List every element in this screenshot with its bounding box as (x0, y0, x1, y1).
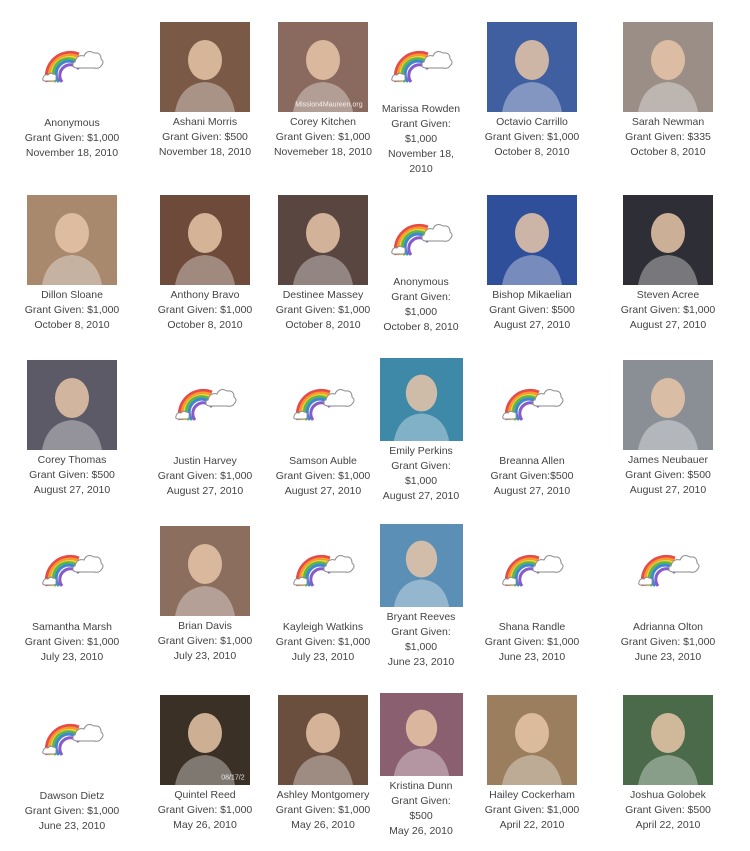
recipient-card (609, 546, 727, 665)
recipient-name: Corey Kitchen (290, 116, 356, 128)
grant-date: May 26, 2010 (389, 825, 453, 837)
grant-date: August 27, 2010 (493, 485, 571, 497)
grant-date: April 22, 2010 (499, 819, 565, 831)
grant-date: November 18, 2010 (25, 147, 119, 159)
recipient-photo (380, 524, 463, 607)
grant-amount: Grant Given: $1,000 (484, 636, 580, 648)
grant-amount: Grant Given: $500 (162, 131, 248, 143)
rainbow-cloud-icon (39, 42, 105, 86)
recipient-card (473, 380, 591, 499)
recipient-card (13, 42, 131, 161)
rainbow-cloud-icon (290, 380, 356, 424)
grant-amount: Grant Given: (391, 291, 451, 303)
rainbow-cloud-icon (39, 546, 105, 590)
recipient-photo (160, 695, 250, 785)
recipient-name: Quintel Reed (174, 789, 236, 801)
grant-amount: Grant Given: (391, 460, 451, 472)
grant-amount: Grant Given: (391, 795, 451, 807)
grant-date: October 8, 2010 (494, 146, 570, 158)
recipient-photo (623, 195, 713, 285)
grant-date: October 8, 2010 (285, 319, 361, 331)
grant-amount: $1,000 (404, 133, 438, 145)
recipient-card (473, 195, 591, 333)
recipient-name: Marissa Rowden (381, 103, 461, 115)
grant-amount: Grant Given: $1,000 (157, 804, 253, 816)
grant-date: August 27, 2010 (629, 484, 707, 496)
recipient-photo (160, 526, 250, 616)
recipient-name: Adrianna Olton (632, 621, 704, 633)
rainbow-cloud-icon (290, 546, 356, 590)
grant-amount: Grant Given: $1,000 (24, 636, 120, 648)
grant-amount: Grant Given: (391, 118, 451, 130)
grant-date: August 27, 2010 (166, 485, 244, 497)
recipient-photo (278, 695, 368, 785)
recipient-photo (487, 22, 577, 112)
recipient-photo (160, 195, 250, 285)
grant-amount: Grant Given: $500 (625, 469, 711, 481)
recipient-photo (160, 22, 250, 112)
grant-amount: Grant Given: $1,000 (484, 131, 580, 143)
grant-amount: Grant Given: $500 (29, 469, 115, 481)
recipient-card (473, 546, 591, 665)
recipient-card (362, 358, 480, 504)
grant-date: 2010 (409, 163, 433, 175)
grant-date: June 23, 2010 (498, 651, 566, 663)
grant-amount: Grant Given: $1,000 (24, 805, 120, 817)
grant-date: August 27, 2010 (33, 484, 111, 496)
grant-amount: Grant Given: $500 (489, 304, 575, 316)
recipient-name: Dawson Dietz (39, 790, 105, 802)
recipient-card (13, 360, 131, 498)
grant-amount: Grant Given: $1,000 (24, 132, 120, 144)
recipient-name: Bishop Mikaelian (492, 289, 572, 301)
grant-amount: Grant Given: $1,000 (620, 304, 716, 316)
grant-date: November 18, 2010 (158, 146, 252, 158)
recipient-name: James Neubauer (628, 454, 708, 466)
recipient-photo (487, 195, 577, 285)
grant-date: July 23, 2010 (40, 651, 104, 663)
recipient-photo (380, 693, 463, 776)
svg-text:08/17/2: 08/17/2 (221, 774, 245, 782)
grant-date: August 27, 2010 (284, 485, 362, 497)
recipient-name: Dillon Sloane (41, 289, 103, 301)
grant-date: August 27, 2010 (382, 490, 460, 502)
rainbow-cloud-icon (388, 215, 454, 259)
recipient-name: Joshua Golobek (630, 789, 706, 801)
grant-amount: Grant Given: $1,000 (157, 470, 253, 482)
recipient-card (362, 524, 480, 670)
recipient-card (146, 695, 264, 833)
recipient-card (362, 215, 480, 335)
grant-date: October 8, 2010 (630, 146, 706, 158)
grant-amount: Grant Given: $1,000 (484, 804, 580, 816)
recipient-card (146, 526, 264, 664)
grant-amount: Grant Given: $1,000 (275, 131, 371, 143)
recipient-name: Kristina Dunn (389, 780, 453, 792)
recipient-name: Hailey Cockerham (489, 789, 575, 801)
rainbow-cloud-icon (172, 380, 238, 424)
rainbow-cloud-icon (388, 42, 454, 86)
recipient-photo (380, 358, 463, 441)
grant-amount: Grant Given: $335 (625, 131, 711, 143)
grant-date: July 23, 2010 (291, 651, 355, 663)
grant-date: October 8, 2010 (34, 319, 110, 331)
recipient-card (473, 695, 591, 833)
rainbow-cloud-icon (635, 546, 701, 590)
rainbow-cloud-icon (39, 715, 105, 759)
grant-date: June 23, 2010 (634, 651, 702, 663)
grant-amount: $1,000 (404, 475, 438, 487)
grant-date: November 18, (388, 148, 454, 160)
recipient-name: Kayleigh Watkins (282, 621, 364, 633)
grant-amount: Grant Given: $1,000 (157, 304, 253, 316)
grant-amount: Grant Given: $1,000 (275, 470, 371, 482)
grant-amount: $1,000 (404, 306, 438, 318)
grant-date: October 8, 2010 (383, 321, 459, 333)
grant-amount: $1,000 (404, 641, 438, 653)
grant-amount: Grant Given: (391, 626, 451, 638)
grant-amount: Grant Given: $1,000 (24, 304, 120, 316)
grant-date: May 26, 2010 (291, 819, 355, 831)
grant-amount: Grant Given: $1,000 (620, 636, 716, 648)
recipient-photo (278, 195, 368, 285)
recipient-card (609, 22, 727, 160)
recipient-card (13, 546, 131, 665)
grant-amount: Grant Given: $1,000 (157, 635, 253, 647)
recipient-name: Octavio Carrillo (496, 116, 568, 128)
recipient-name: Samantha Marsh (32, 621, 112, 633)
recipient-name: Anthony Bravo (170, 289, 240, 301)
recipient-name: Destinee Massey (282, 289, 364, 301)
recipient-photo (27, 360, 117, 450)
recipient-card (146, 380, 264, 499)
recipient-photo (623, 22, 713, 112)
recipient-name: Emily Perkins (389, 445, 453, 457)
recipient-name: Shana Randle (498, 621, 566, 633)
recipient-name: Sarah Newman (631, 116, 705, 128)
grant-amount: Grant Given: $1,000 (275, 636, 371, 648)
grant-amount: $500 (409, 810, 433, 822)
recipient-name: Anonymous (393, 276, 449, 288)
recipient-photo (623, 360, 713, 450)
recipient-card (146, 195, 264, 333)
recipient-name: Ashley Montgomery (276, 789, 370, 801)
grant-date: May 26, 2010 (173, 819, 237, 831)
recipient-card (609, 695, 727, 833)
recipient-card (13, 195, 131, 333)
recipient-name: Ashani Morris (172, 116, 238, 128)
recipient-card (609, 360, 727, 498)
grant-amount: Grant Given: $500 (625, 804, 711, 816)
recipient-name: Breanna Allen (499, 455, 565, 467)
recipient-card (473, 22, 591, 160)
recipient-name: Samson Auble (289, 455, 357, 467)
rainbow-cloud-icon (499, 546, 565, 590)
grant-amount: Grant Given:$500 (490, 470, 574, 482)
grant-date: Novemeber 18, 2010 (273, 146, 373, 158)
grant-amount: Grant Given: $1,000 (275, 304, 371, 316)
recipient-photo (623, 695, 713, 785)
recipient-card (609, 195, 727, 333)
grant-date: July 23, 2010 (173, 650, 237, 662)
recipient-name: Steven Acree (636, 289, 700, 301)
svg-text:Mission4Maureen.org: Mission4Maureen.org (295, 101, 363, 109)
grant-date: August 27, 2010 (493, 319, 571, 331)
grant-date: August 27, 2010 (629, 319, 707, 331)
grant-date: April 22, 2010 (635, 819, 701, 831)
grant-date: June 23, 2010 (387, 656, 455, 668)
recipient-photo (278, 22, 368, 112)
recipient-photo (487, 695, 577, 785)
grant-amount: Grant Given: $1,000 (275, 804, 371, 816)
recipient-photo (27, 195, 117, 285)
recipient-name: Justin Harvey (173, 455, 237, 467)
grant-date: June 23, 2010 (38, 820, 106, 832)
recipient-name: Anonymous (44, 117, 100, 129)
recipient-name: Bryant Reeves (386, 611, 456, 623)
recipient-name: Corey Thomas (37, 454, 107, 466)
recipient-name: Brian Davis (178, 620, 232, 632)
recipient-card (362, 693, 480, 839)
recipient-card (362, 42, 480, 177)
recipient-card (13, 715, 131, 834)
grant-date: October 8, 2010 (167, 319, 243, 331)
recipient-card (146, 22, 264, 160)
rainbow-cloud-icon (499, 380, 565, 424)
